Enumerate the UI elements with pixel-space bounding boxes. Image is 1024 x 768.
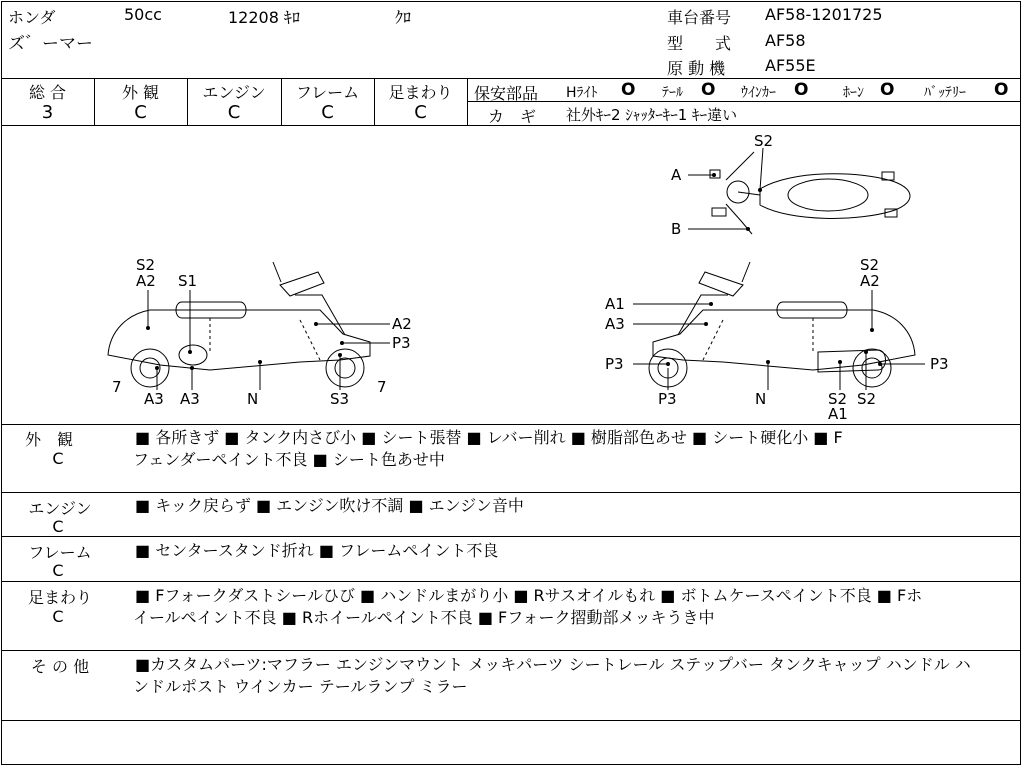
type-value: AF58 (765, 31, 806, 50)
safety-battery-status: O (994, 80, 1009, 100)
divider (1, 720, 1021, 721)
mileage: 12208 ｷﾛ (228, 8, 300, 27)
rating-exterior-value: C (134, 102, 147, 123)
safety-winker: ｳｲﾝｶｰ (741, 85, 776, 101)
scooter-top-view (710, 152, 910, 234)
diagram-label: S1 (178, 272, 198, 290)
divider (1, 581, 1021, 582)
section-line: ■ Fフォークダストシールひび ■ ハンドルまがり小 ■ Rサスオイルもれ ■ ボトムケースペイント不良 ■ Fホ (135, 586, 923, 605)
safety-headlight-status: O (621, 80, 636, 100)
section-title: 足まわり (27, 588, 92, 607)
section-grade: C (52, 517, 64, 536)
section-line: フェンダーペイント不良 ■ シート色あせ中 (133, 450, 445, 469)
diagram-label: N (247, 390, 259, 408)
rating-suspension-value: C (414, 102, 427, 123)
frame-number-value: AF58-1201725 (765, 5, 883, 24)
diagram-label: S2 (828, 390, 848, 408)
rating-total-value: 3 (41, 102, 54, 123)
rating-frame-label: フレーム (295, 83, 360, 102)
section-title: フレーム (28, 543, 92, 562)
safety-winker-status: O (794, 80, 809, 100)
rating-exterior-label: 外 観 (121, 83, 160, 102)
diagram-label: B (671, 220, 682, 238)
diagram-label: A3 (605, 315, 625, 333)
diagram-label: A2 (860, 272, 880, 290)
safety-label: 保安部品 (474, 84, 539, 103)
section-title: エンジン (28, 499, 92, 518)
diagram-label: P3 (392, 334, 411, 352)
diagram-label: S2 (857, 390, 877, 408)
section-line: ■カスタムパーツ:マフラー エンジンマウント メッキパーツ シートレール ステップバー タンクキャップ ハンドル ハ (135, 655, 971, 674)
section-title: 外 観 (24, 430, 73, 449)
key-value: 社外ｷｰ2 ｼｬｯﾀｰｷｰ1 ｷｰ違い (566, 106, 738, 124)
divider (1, 78, 1021, 79)
key-label: カ ギ (488, 107, 537, 126)
section-title: そ の 他 (30, 657, 90, 676)
safety-battery: ﾊﾞｯﾃﾘｰ (924, 85, 966, 101)
diagram-label: S2 (136, 256, 156, 274)
diagram-label: P3 (930, 355, 949, 373)
rating-engine-label: エンジン (202, 83, 266, 102)
safety-horn: ﾎｰﾝ (843, 85, 864, 101)
section-line: ■ キック戻らず ■ エンジン吹け不調 ■ エンジン音中 (135, 496, 524, 515)
rating-frame-value: C (321, 102, 334, 123)
divider (1, 492, 1021, 493)
body-color: ｸﾛ (395, 8, 412, 27)
damage-diagram (0, 126, 1024, 424)
engine-type-label: 原 動 機 (667, 59, 726, 78)
section-grade: C (52, 607, 64, 626)
diagram-label: A1 (605, 295, 625, 313)
model-name: ズ゛ーマー (8, 34, 93, 54)
type-label: 型 式 (667, 34, 732, 53)
leader-lines (148, 148, 925, 390)
diagram-label: A1 (828, 405, 848, 423)
safety-taillight-status: O (701, 80, 716, 100)
diagram-label: P3 (605, 355, 624, 373)
rating-engine-value: C (227, 102, 241, 123)
diagram-label: S3 (330, 390, 350, 408)
diagram-label: 7 (112, 378, 122, 396)
diagram-label: A2 (136, 272, 156, 290)
divider (1, 536, 1021, 537)
displacement: 50cc (124, 5, 162, 24)
divider (1, 424, 1021, 425)
section-line: ンドルポスト ウインカー テールランプ ミラー (133, 677, 468, 696)
divider (467, 78, 468, 125)
section-grade: C (52, 449, 64, 468)
diagram-label: A3 (144, 390, 164, 408)
diagram-label: A (671, 166, 682, 184)
section-grade: C (52, 561, 64, 580)
safety-horn-status: O (880, 80, 895, 100)
section-line: イールペイント不良 ■ Rホイールペイント不良 ■ Fフォーク摺動部メッキうき中 (133, 608, 715, 627)
safety-headlight: Hﾗｲﾄ (566, 85, 598, 101)
diagram-label: 7 (377, 378, 387, 396)
rating-total-label: 総 合 (28, 83, 67, 102)
diagram-label: S2 (860, 256, 880, 274)
section-line: ■ センタースタンド折れ ■ フレームペイント不良 (135, 541, 499, 560)
maker: ホンダ (8, 8, 56, 27)
diagram-label: S2 (754, 132, 774, 150)
diagram-label: N (755, 390, 767, 408)
divider (1, 650, 1021, 651)
frame-number-label: 車台番号 (667, 8, 732, 27)
rating-suspension-label: 足まわり (388, 83, 453, 102)
diagram-label: A2 (392, 315, 412, 333)
safety-taillight: ﾃｰﾙ (662, 85, 683, 101)
diagram-label: P3 (658, 390, 677, 408)
section-line: ■ 各所きず ■ タンク内さび小 ■ シート張替 ■ レバー削れ ■ 樹脂部色あせ ■ シート硬化小 ■ F (135, 428, 843, 447)
engine-type-value: AF55E (765, 56, 816, 75)
diagram-label: A3 (180, 390, 200, 408)
